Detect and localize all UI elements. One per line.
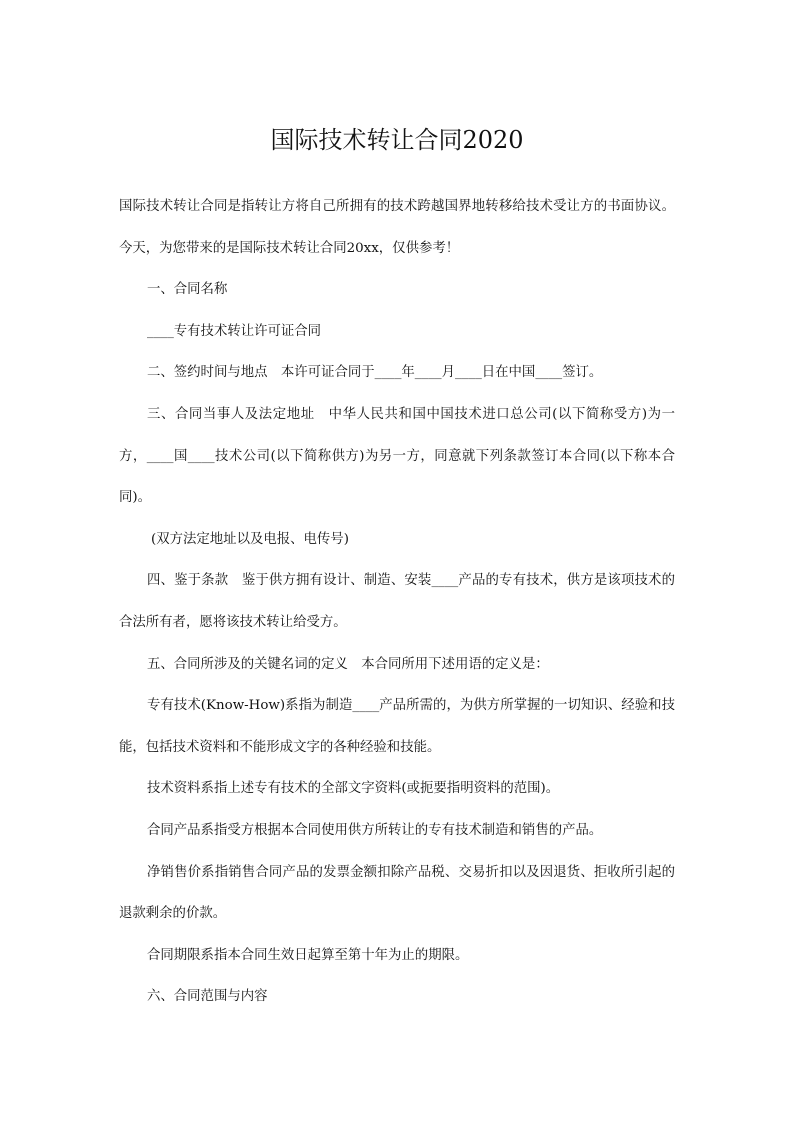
section-1-body: ____专有技术转让许可证合同 — [147, 323, 322, 339]
section-5-heading: 五、合同所涉及的关键名词的定义 本合同所用下述用语的定义是： — [147, 656, 549, 672]
section-2-paragraph: 二、签约时间与地点 本许可证合同于____年____月____日在中国____签订。 — [147, 365, 603, 381]
section-4-paragraph: 四、鉴于条款 鉴于供方拥有设计、制造、安装____产品的专有技术，供方是该项技术的合法所有者，愿将该技术转让给受方。 — [119, 573, 675, 630]
intro-paragraph: 国际技术转让合同是指转让方将自己所拥有的技术跨越国界地转移给技术受让方的书面协议。今天，为您带来的是国际技术转让合同20xx，仅供参考！ — [119, 199, 675, 256]
section-6-heading: 六、合同范围与内容 — [147, 989, 268, 1005]
section-5-knowhow-definition: 专有技术(Know-How)系指为制造____产品所需的，为供方所掌握的一切知识、经验和技能，包括技术资料和不能形成文字的各种经验和技能。 — [119, 698, 675, 755]
document-title: 国际技术转让合同2020 — [270, 126, 524, 154]
section-5-product-definition: 合同产品系指受方根据本合同使用供方所转让的专有技术制造和销售的产品。 — [147, 822, 603, 838]
section-1-heading: 一、合同名称 — [147, 282, 228, 298]
section-5-term-definition: 合同期限系指本合同生效日起算至第十年为止的期限。 — [147, 947, 469, 963]
section-3-note: (双方法定地址以及电报、电传号) — [151, 531, 349, 547]
section-5-net-price-definition: 净销售价系指销售合同产品的发票金额扣除产品税、交易折扣以及因退货、拒收所引起的退款剩余的价款。 — [119, 864, 675, 922]
section-5-tech-data-definition: 技术资料系指上述专有技术的全部文字资料(或扼要指明资料的范围)。 — [147, 781, 560, 797]
section-3-paragraph: 三、合同当事人及法定地址 中华人民共和国中国技术进口总公司(以下简称受方)为一方，____国____技术公司(以下简称供方)为另一方，同意就下列条款签订本合同(以下称本合同)。 — [119, 406, 675, 506]
